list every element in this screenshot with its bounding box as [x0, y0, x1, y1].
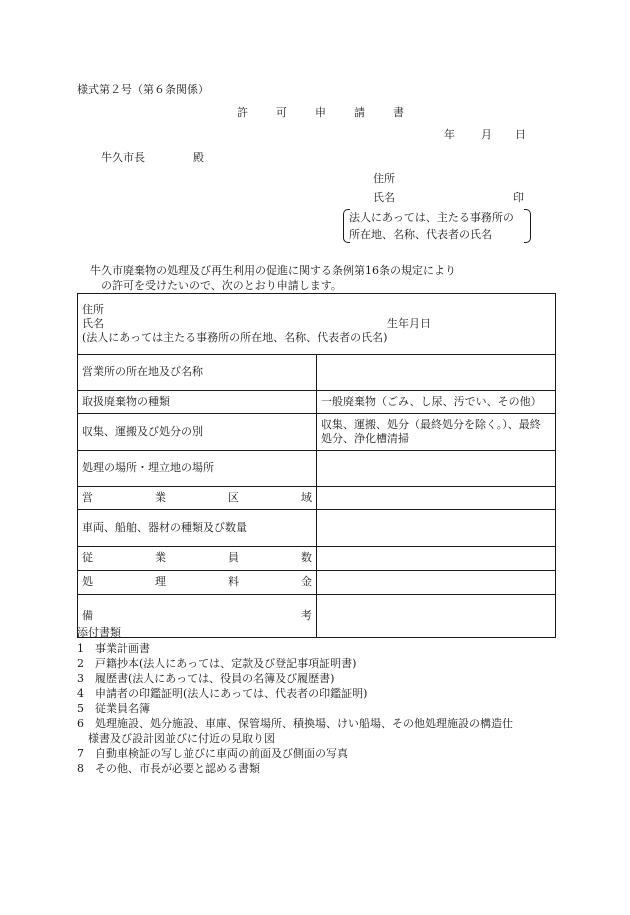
row-value[interactable]: 収集、運搬、処分（最終処分を除く。）、最終処分、浄化槽清掃 — [317, 414, 556, 451]
title-char: 可 — [276, 106, 287, 119]
row-value[interactable] — [317, 571, 556, 595]
table-row — [78, 571, 556, 595]
date-day: 日 — [515, 128, 526, 141]
table-row — [78, 487, 556, 510]
attachment-item: 8 その他、市長が必要と認める書類 — [77, 762, 260, 775]
table-row — [78, 414, 556, 451]
attachment-item: 3 履歴書(法人にあっては、役員の名簿及び履歴書) — [77, 672, 335, 685]
corporate-note-line1: 法人にあっては、主たる事務所の — [349, 211, 514, 224]
table-corp-note: (法人にあっては主たる事務所の所在地、名称、代表者の氏名) — [82, 331, 388, 345]
table-row — [78, 355, 556, 391]
row-value[interactable]: 一般廃棄物（ごみ、し尿、汚でい、その他） — [317, 391, 556, 414]
seal-mark: 印 — [513, 191, 524, 204]
row-value[interactable] — [317, 487, 556, 510]
attachments-heading: 添付書類 — [77, 626, 121, 639]
table-name-label: 氏名 — [82, 316, 104, 330]
date-year: 年 — [444, 128, 455, 141]
applicant-cell[interactable] — [78, 294, 556, 355]
row-value[interactable] — [317, 595, 556, 638]
title-char: 申 — [315, 106, 326, 119]
title-char: 許 — [237, 106, 248, 119]
corporate-note-line2: 所在地、名称、代表者の氏名 — [349, 228, 492, 241]
right-bracket — [524, 209, 531, 243]
attachment-item-continued: 様書及び設計図並びに付近の見取り図 — [88, 732, 275, 745]
row-value[interactable] — [317, 451, 556, 487]
table-birth-label: 生年月日 — [387, 316, 431, 330]
title-char: 書 — [393, 106, 404, 119]
row-label: 営業区域 — [78, 487, 317, 510]
table-row — [78, 595, 556, 638]
row-label: 収集、運搬及び処分の別 — [78, 414, 317, 451]
addressee: 牛久市長 — [101, 151, 145, 164]
row-label: 取扱廃棄物の種類 — [78, 391, 317, 414]
intro-text-line2: の許可を受けたいので、次のとおり申請します。 — [101, 279, 342, 292]
table-row — [78, 391, 556, 414]
row-label: 処理の場所・埋立地の場所 — [78, 451, 317, 487]
row-label: 従業員数 — [78, 547, 317, 571]
row-label: 営業所の所在地及び名称 — [78, 355, 317, 391]
row-value[interactable] — [317, 510, 556, 547]
attachment-item: 7 自動車検証の写し並びに車両の前面及び側面の写真 — [77, 747, 348, 760]
table-row — [78, 451, 556, 487]
applicant-name-label: 氏名 — [373, 191, 395, 204]
table-row — [78, 547, 556, 571]
attachment-item: 4 申請者の印鑑証明(法人にあっては、代表者の印鑑証明) — [77, 687, 368, 700]
applicant-address-label: 住所 — [373, 172, 395, 185]
row-label: 備考 — [78, 595, 317, 638]
form-number: 様式第２号（第６条関係） — [77, 83, 209, 96]
name-birth-line — [82, 317, 551, 331]
attachment-item: 6 処理施設、処分施設、車庫、保管場所、積換場、けい船場、その他処理施設の構造仕 — [77, 717, 513, 730]
row-value[interactable] — [317, 355, 556, 391]
attachment-item: 5 従業員名簿 — [77, 702, 150, 715]
document-title — [237, 106, 404, 119]
intro-text-line1: 牛久市廃棄物の処理及び再生利用の促進に関する条例第16条の規定により — [90, 264, 456, 277]
honorific: 殿 — [193, 151, 204, 164]
table-row — [78, 510, 556, 547]
application-table — [77, 293, 556, 638]
applicant-row — [78, 294, 556, 355]
row-label: 車両、船舶、器材の種類及び数量 — [78, 510, 317, 547]
title-char: 請 — [354, 106, 365, 119]
row-label: 処理料金 — [78, 571, 317, 595]
attachment-item: 1 事業計画書 — [77, 642, 150, 655]
table-address-label: 住所 — [82, 302, 104, 316]
corporate-note-bracket — [343, 209, 531, 243]
date-month: 月 — [481, 128, 492, 141]
row-value[interactable] — [317, 547, 556, 571]
attachment-item: 2 戸籍抄本(法人にあっては、定款及び登記事項証明書) — [77, 657, 357, 670]
